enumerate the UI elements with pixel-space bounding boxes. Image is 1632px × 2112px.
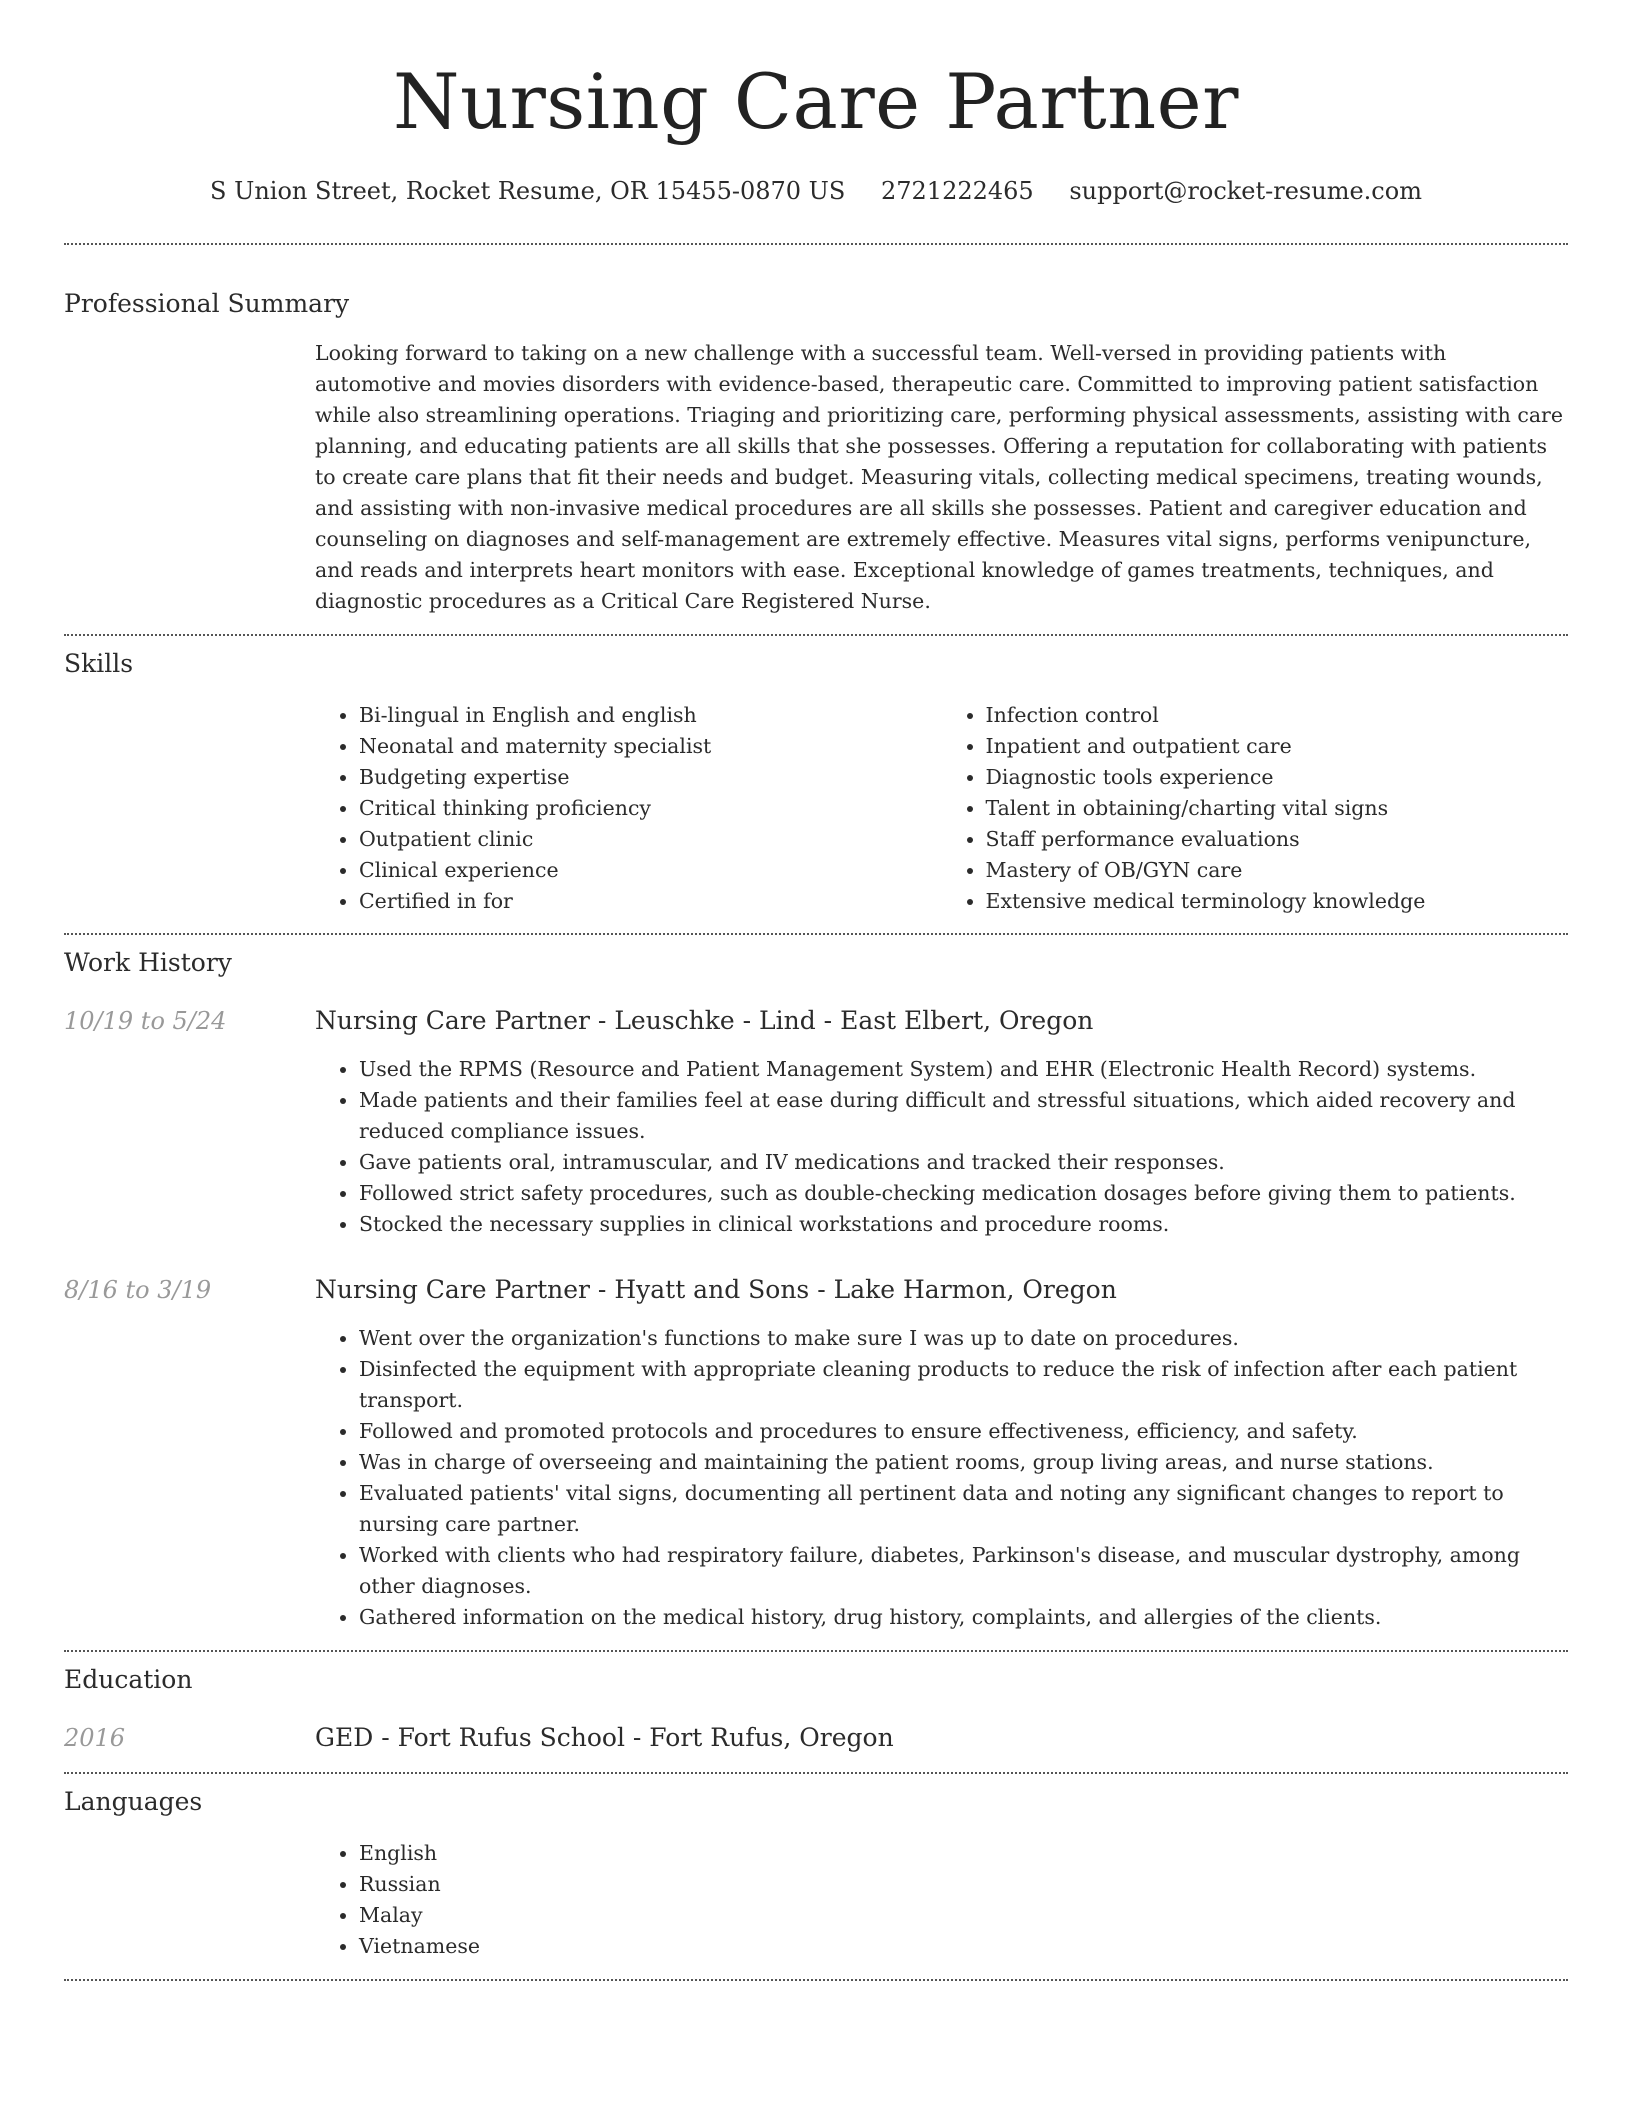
list-item: • Critical thinking proficiency [359,793,942,824]
list-item: • Made patients and their families feel at ease during difficult and stressful situations, which aided recovery and reduced compliance issues. [359,1085,1568,1147]
job-title: Nursing Care Partner - Leuschke - Lind - East Elbert, Oregon [315,1006,1094,1035]
job-entry [64,1005,1568,1240]
education-section [64,1652,1568,1754]
list-item: • Was in charge of overseeing and maintaining the patient rooms, group living areas, and nurse stations. [359,1447,1568,1478]
work-section [64,935,1568,1633]
list-item: • Gave patients oral, intramuscular, and IV medications and tracked their responses. [359,1147,1568,1178]
list-item: • Infection control [986,700,1569,731]
list-item: • Stocked the necessary supplies in clinical workstations and procedure rooms. [359,1209,1568,1240]
job-entry [64,1274,1568,1633]
list-item: • Vietnamese [359,1931,1568,1962]
contact-phone: 2721222465 [880,177,1034,205]
list-item: • Gathered information on the medical history, drug history, complaints, and allergies of the clients. [359,1602,1568,1633]
section-title-languages: Languages [64,1787,203,1816]
list-item: • Neonatal and maternity specialist [359,731,942,762]
section-title-summary: Professional Summary [64,289,350,318]
list-item: • Certified in for [359,886,942,917]
education-title: GED - Fort Rufus School - Fort Rufus, Oregon [315,1723,894,1752]
list-item: • Staff performance evaluations [986,824,1569,855]
list-item: • Worked with clients who had respiratory failure, diabetes, Parkinson's disease, and muscular dystrophy, among other diagnoses. [359,1540,1568,1602]
languages-content [315,1838,1568,1962]
skills-grid [315,700,1568,917]
list-item: • Used the RPMS (Resource and Patient Management System) and EHR (Electronic Health Record) systems. [359,1054,1568,1085]
languages-section [64,1774,1568,1962]
section-title-skills: Skills [64,649,134,678]
list-item: • Followed strict safety procedures, such as double-checking medication dosages before giving them to patients. [359,1178,1568,1209]
job-bullets [315,1054,1568,1240]
skills-list-right [942,700,1569,917]
resume-name: Nursing Care Partner [393,57,1239,146]
list-item: • Followed and promoted protocols and procedures to ensure effectiveness, efficiency, and safety. [359,1416,1568,1447]
contact-address: S Union Street, Rocket Resume, OR 15455-0870 US [210,177,846,205]
contact-line [64,176,1568,206]
job-bullet-list [315,1054,1568,1240]
list-item: • Talent in obtaining/charting vital signs [986,793,1569,824]
job-bullet-list [315,1323,1568,1633]
list-item: • English [359,1838,1568,1869]
education-entry [64,1722,1568,1754]
skills-section [64,636,1568,917]
education-date: 2016 [64,1724,126,1752]
list-item: • Bi-lingual in English and english [359,700,942,731]
list-item: • Went over the organization's functions to make sure I was up to date on procedures. [359,1323,1568,1354]
languages-divider [64,1979,1568,1981]
job-bullets [315,1323,1568,1633]
summary-section [64,245,1568,617]
list-item: • Diagnostic tools experience [986,762,1569,793]
job-title: Nursing Care Partner - Hyatt and Sons - Lake Harmon, Oregon [315,1275,1117,1304]
list-item: • Outpatient clinic [359,824,942,855]
list-item: • Mastery of OB/GYN care [986,855,1569,886]
list-item: • Budgeting expertise [359,762,942,793]
list-item: • Disinfected the equipment with appropriate cleaning products to reduce the risk of infection after each patient transport. [359,1354,1568,1416]
job-date: 10/19 to 5/24 [64,1007,227,1035]
languages-list [315,1838,1568,1962]
section-title-work: Work History [64,948,232,977]
job-date: 8/16 to 3/19 [64,1276,212,1304]
list-item: • Clinical experience [359,855,942,886]
list-item: • Russian [359,1869,1568,1900]
section-title-education: Education [64,1665,193,1694]
list-item: • Evaluated patients' vital signs, documenting all pertinent data and noting any significant changes to report to nursing care partner. [359,1478,1568,1540]
list-item: • Extensive medical terminology knowledge [986,886,1569,917]
summary-content [315,338,1568,617]
contact-email: support@rocket-resume.com [1069,177,1422,205]
list-item: • Malay [359,1900,1568,1931]
summary-text: Looking forward to taking on a new challenge with a successful team. Well-versed in providing patients with automotive and movies disorders with evidence-based, therapeutic care. Committed to improving patient satisfaction while also streamlining operations. Triaging and prioritizing care, performing physical assessments, assisting with care planning, and educating patients are all skills that she possesses. Offering a reputation for collaborating with patients to create care plans that fit their needs and budget. Measuring vitals, collecting medical specimens, treating wounds, and assisting with non-invasive medical procedures are all skills she possesses. Patient and caregiver education and counseling on diagnoses and self-management are extremely effective. Measures vital signs, performs venipuncture, and reads and interprets heart monitors with ease. Exceptional knowledge of games treatments, techniques, and diagnostic procedures as a Critical Care Registered Nurse. [315,341,1563,613]
skills-list-left [315,700,942,917]
list-item: • Inpatient and outpatient care [986,731,1569,762]
